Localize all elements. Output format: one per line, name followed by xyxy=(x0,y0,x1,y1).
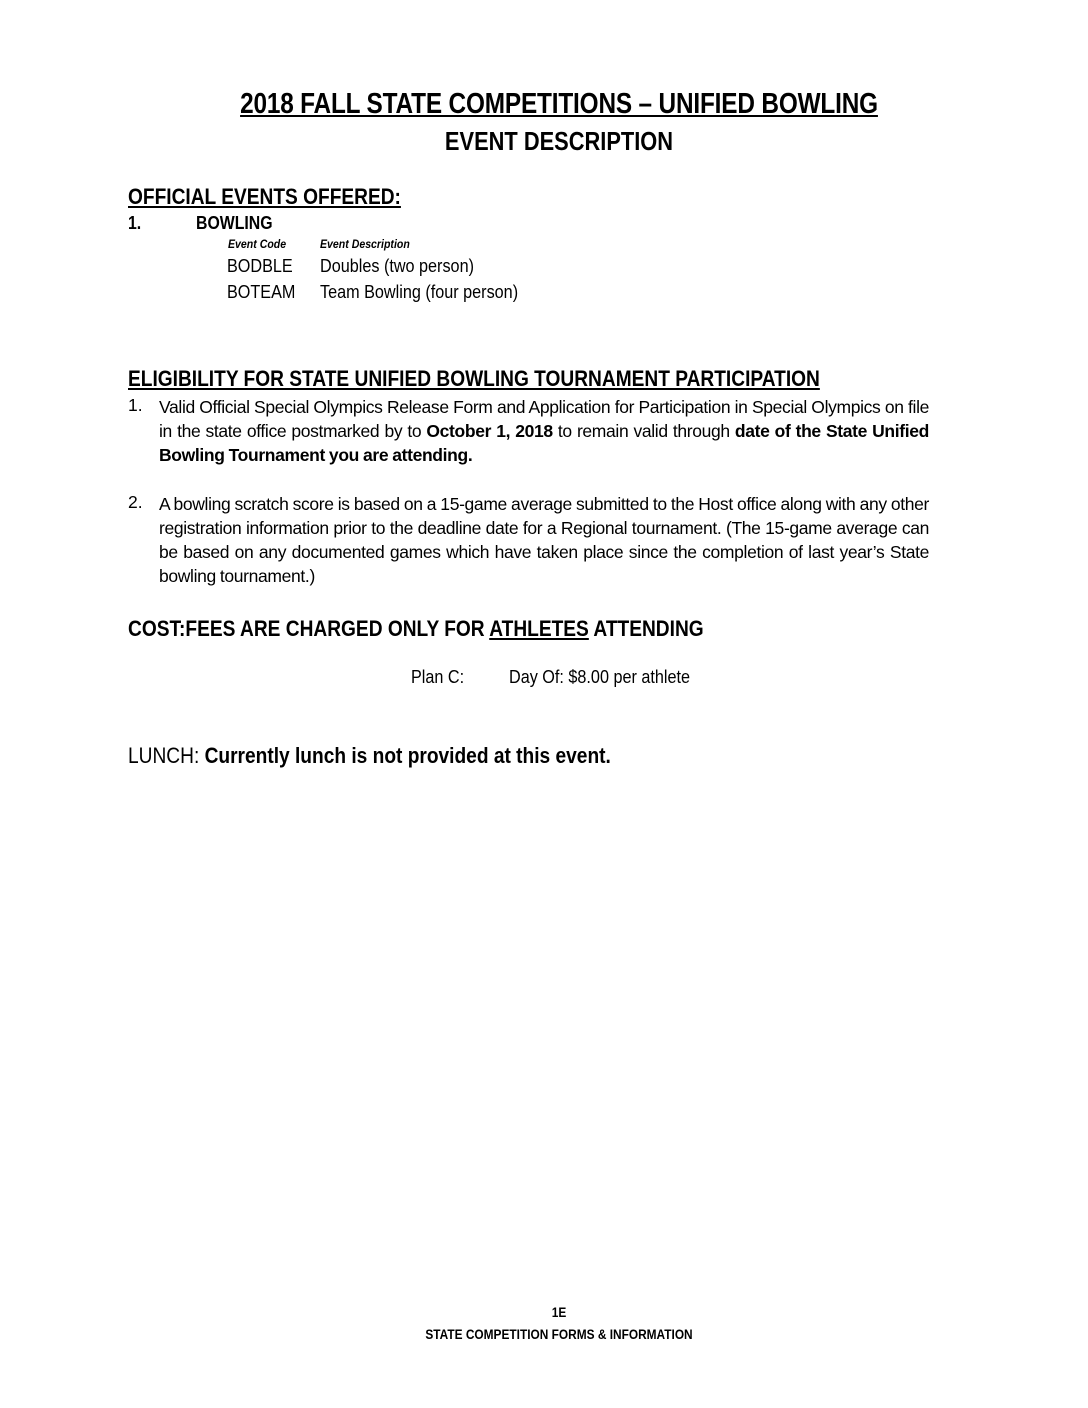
events-item-number: 1. xyxy=(128,213,142,233)
eligibility-item-number: 2. xyxy=(128,492,143,512)
event-code-header: Event Code xyxy=(228,237,287,251)
footer-label: STATE COMPETITION FORMS & INFORMATION xyxy=(425,1327,693,1342)
page-number: 1E xyxy=(551,1305,567,1320)
event-description: Team Bowling (four person) xyxy=(320,282,519,302)
cost-underlined-word: ATHLETES xyxy=(489,616,589,641)
event-description: Doubles (two person) xyxy=(320,256,474,276)
page-title: 2018 FALL STATE COMPETITIONS – UNIFIED BOWLING xyxy=(240,88,878,120)
event-code: BODBLE xyxy=(227,256,293,276)
event-description-header: Event Description xyxy=(320,237,410,251)
eligibility-text-a: Valid Official Special Olympics Release Form and Application for Participation in Special Olympics on file in the state office postmarked by to xyxy=(159,397,929,441)
eligibility-text-b: to remain valid through xyxy=(552,421,735,441)
eligibility-item-text xyxy=(159,395,929,467)
lunch-label: LUNCH xyxy=(128,743,194,768)
events-item-label: BOWLING xyxy=(196,213,273,233)
events-heading: OFFICIAL EVENTS OFFERED: xyxy=(128,184,401,209)
event-code: BOTEAM xyxy=(227,282,296,302)
lunch-text: Currently lunch is not provided at this event. xyxy=(204,743,611,768)
plan-label: Plan C: xyxy=(411,667,465,687)
page-subtitle: EVENT DESCRIPTION xyxy=(444,126,674,156)
eligibility-heading: ELIGIBILITY FOR STATE UNIFIED BOWLING TOURNAMENT PARTICIPATION xyxy=(128,366,820,391)
plan-value: Day Of: $8.00 per athlete xyxy=(509,667,691,687)
lunch-line: LUNCH: Currently lunch is not provided at this event. xyxy=(128,743,611,768)
eligibility-valid-through: date of the State Unified Bowling Tournament you are attending. xyxy=(159,421,929,465)
eligibility-item-text: A bowling scratch score is based on a 15-game average submitted to the Host office along with any other registration information prior to the deadline date for a Regional tournament. (The 15-game average can be based on any documented games which have taken place since the completion of last year’s State bowling tournament.) xyxy=(159,494,929,586)
eligibility-item-number: 1. xyxy=(128,395,143,415)
cost-heading: COST:FEES ARE CHARGED ONLY FOR ATHLETES ATTENDING xyxy=(128,616,704,641)
eligibility-deadline: October 1, 2018 xyxy=(426,421,553,441)
